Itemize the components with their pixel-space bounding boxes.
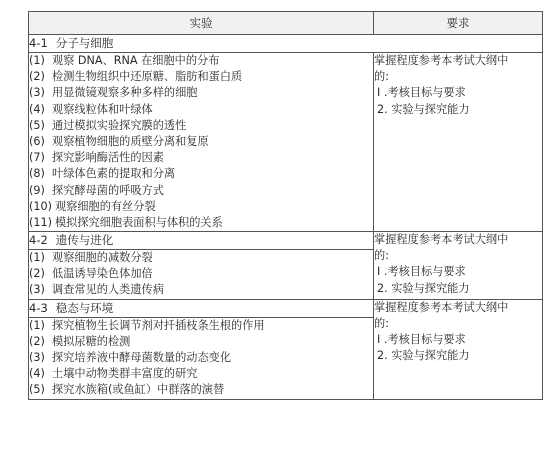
item-number: (5) xyxy=(29,118,45,132)
requirement-line: 掌握程度参考本考试大纲中 xyxy=(374,233,509,247)
item-number: (2) xyxy=(29,267,45,281)
requirement-line: 的: xyxy=(374,316,389,330)
item-number: (6) xyxy=(29,134,45,148)
section-title: 遗传与进化 xyxy=(55,233,114,248)
experiment-list xyxy=(29,317,374,399)
requirement-item: I .考核目标与要求 xyxy=(377,333,466,346)
section-heading xyxy=(29,299,374,317)
list-item xyxy=(29,199,373,215)
requirement-line: 的: xyxy=(374,70,389,84)
list-item xyxy=(29,334,373,350)
item-number: (11) xyxy=(29,215,52,229)
item-number: (1) xyxy=(29,251,45,265)
item-number: (7) xyxy=(29,151,45,165)
item-number: (2) xyxy=(29,70,45,84)
requirement-cell xyxy=(374,53,543,232)
header-row xyxy=(29,12,543,35)
requirement-cell xyxy=(374,299,543,399)
item-text: 探究水族箱(或鱼缸）中群落的演替 xyxy=(52,383,225,397)
list-item xyxy=(29,382,373,398)
section-body-row xyxy=(29,53,543,232)
requirement-cell xyxy=(374,232,543,300)
item-text: 观察植物细胞的质壁分离和复原 xyxy=(52,134,209,148)
requirement-item: 2. 实验与探究能力 xyxy=(377,281,470,295)
item-text: 调查常见的人类遗传病 xyxy=(52,283,164,297)
list-item xyxy=(29,183,373,199)
item-text: 探究培养液中酵母菌数量的动态变化 xyxy=(52,351,232,364)
requirement-line: 的: xyxy=(374,249,389,263)
item-text: 叶绿体色素的提取和分离 xyxy=(52,167,176,181)
requirement-header: 要求 xyxy=(374,12,543,35)
list-item xyxy=(29,150,373,166)
list-item xyxy=(29,53,373,69)
item-text: 观察细胞的有丝分裂 xyxy=(54,199,156,213)
list-item xyxy=(29,266,373,282)
item-number: (3) xyxy=(29,86,45,100)
item-text: 观察线粒体和叶绿体 xyxy=(52,102,153,116)
list-item xyxy=(29,250,373,266)
section-row xyxy=(29,35,543,53)
item-text: 探究影响酶活性的因素 xyxy=(52,151,164,165)
section-row xyxy=(29,232,543,250)
item-number: (3) xyxy=(29,351,45,364)
list-item xyxy=(29,102,373,118)
item-text: 检测生物组织中还原糖、脂肪和蛋白质 xyxy=(52,70,243,84)
section-title: 稳态与环境 xyxy=(55,300,114,315)
list-item xyxy=(29,215,373,231)
item-number: (1) xyxy=(29,318,45,332)
list-item xyxy=(29,366,373,382)
item-text: 土壤中动物类群丰富度的研究 xyxy=(52,367,198,381)
experiment-header: 实验 xyxy=(29,12,374,35)
item-number: (2) xyxy=(29,334,45,348)
requirement-item: I .考核目标与要求 xyxy=(377,265,466,279)
item-text: 探究酵母菌的呼吸方式 xyxy=(52,183,164,197)
item-number: (5) xyxy=(29,383,45,397)
list-item xyxy=(29,85,373,101)
requirement-item: 2. 实验与探究能力 xyxy=(377,349,470,363)
list-item xyxy=(29,318,373,334)
section-heading xyxy=(29,232,374,250)
item-number: (1) xyxy=(29,54,45,67)
list-item xyxy=(29,282,373,298)
requirement-line: 掌握程度参考本考试大纲中 xyxy=(374,300,509,314)
item-number: (4) xyxy=(29,102,45,116)
item-number: (8) xyxy=(29,167,45,181)
list-item xyxy=(29,118,373,134)
item-text: 用显微镜观察多种多样的细胞 xyxy=(52,86,198,100)
list-item xyxy=(29,166,373,182)
section-number: 4-1 xyxy=(29,36,48,50)
section-row xyxy=(29,299,543,317)
item-text: 模拟探究细胞表面积与体积的关系 xyxy=(54,215,223,229)
requirement-item: 2. 实验与探究能力 xyxy=(377,102,470,116)
section-number: 4-2 xyxy=(29,233,48,248)
list-item xyxy=(29,134,373,150)
item-text: 观察 DNA、RNA 在细胞中的分布 xyxy=(52,54,220,67)
item-number: (4) xyxy=(29,367,45,381)
item-text: 模拟尿糖的检测 xyxy=(52,334,131,348)
item-number: (9) xyxy=(29,183,45,197)
list-item xyxy=(29,350,373,366)
list-item xyxy=(29,69,373,85)
item-text: 通过模拟实验探究膜的透性 xyxy=(52,118,187,132)
experiment-list xyxy=(29,250,374,300)
item-text: 低温诱导染色体加倍 xyxy=(52,267,153,281)
section-number: 4-3 xyxy=(29,300,48,315)
item-text: 观察细胞的减数分裂 xyxy=(52,251,153,265)
item-number: (10) xyxy=(29,199,52,213)
section-title: 分子与细胞 xyxy=(55,36,114,50)
experiment-requirements-table xyxy=(28,11,543,400)
experiment-list xyxy=(29,53,374,232)
item-text: 探究植物生长调节剂对扦插枝条生根的作用 xyxy=(52,318,265,332)
requirement-line: 掌握程度参考本考试大纲中 xyxy=(374,54,509,67)
requirement-item: I .考核目标与要求 xyxy=(377,86,466,100)
item-number: (3) xyxy=(29,283,45,297)
section-heading xyxy=(29,35,543,53)
